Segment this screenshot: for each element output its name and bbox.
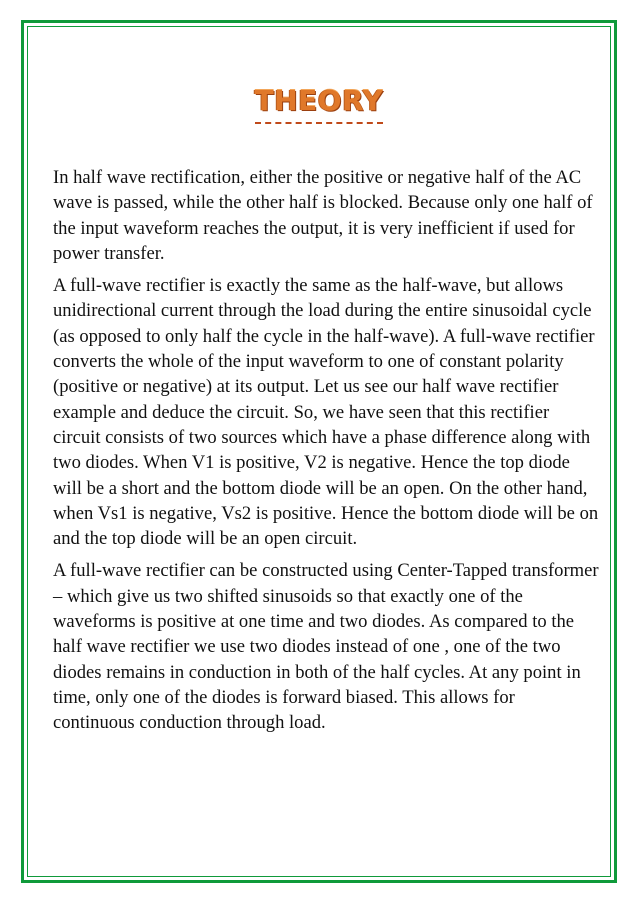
document-body: [53, 165, 601, 743]
page-title: THEORY: [255, 84, 384, 124]
paragraph-full-wave: A full-wave rectifier is exactly the same as the half-wave, but allows unidirectional current through the load during the entire sinusoidal cycle (as opposed to only half the cycle in the half-wave). A full-wave rectifier converts the whole of the input waveform to one of constant polarity (positive or negative) at its output. Let us see our half wave rectifier example and deduce the circuit. So, we have seen that this rectifier circuit consists of two sources which have a phase difference along with two diodes. When V1 is positive, V2 is negative. Hence the top diode will be a short and the bottom diode will be an open. On the other hand, when Vs1 is negative, Vs2 is positive. Hence the bottom diode will be on and the top diode will be an open circuit.: [53, 275, 599, 550]
paragraph-half-wave: In half wave rectification, either the positive or negative half of the AC wave is passed, while the other half is blocked. Because only one half of the input waveform reaches the output, it is very inefficient if used for power transfer.: [53, 167, 593, 264]
paragraph-center-tapped: A full-wave rectifier can be constructed using Center-Tapped transformer – which give us two shifted sinusoids so that exactly one of the waveforms is positive at one time and two diodes. As compared to the half wave rectifier we use two diodes instead of one , one of the two diodes remains in conduction in both of the half cycles. At any point in time, only one of the diodes is forward biased. This allows for continuous conduction through load.: [53, 560, 599, 734]
title-container: [0, 84, 638, 124]
